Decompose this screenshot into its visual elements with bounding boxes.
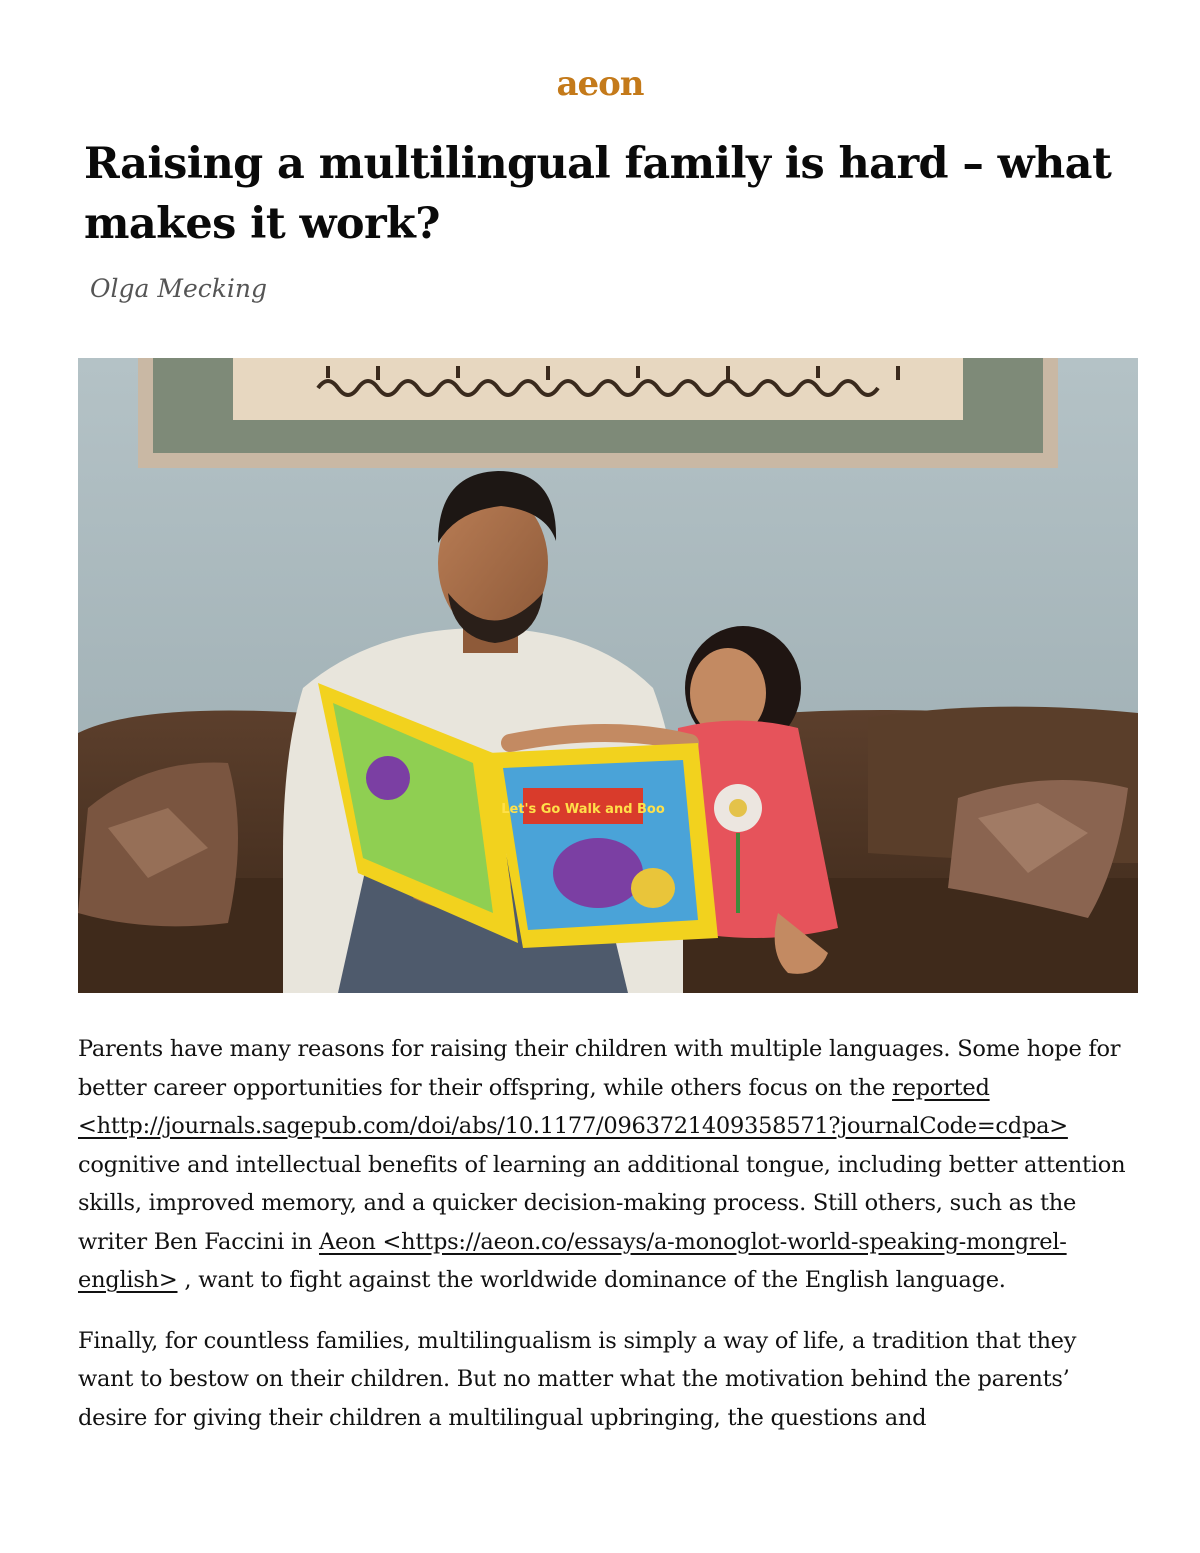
article-title: Raising a multilingual family is hard – what makes it work? [84, 139, 1112, 249]
calligraphy-frame [138, 358, 1058, 468]
aeon-essay-link[interactable]: Aeon <https://aeon.co/essays/a-monoglot-world-speaking-mongrel-english> [78, 1228, 1067, 1293]
paragraph-1-text-c: , want to fight against the worldwide dominance of the English language. [177, 1267, 1006, 1293]
paragraph-1-text-b: cognitive and intellectual benefits of learning an additional tongue, including better attention skills, improved memory, and a quicker decision-making process. Still others, such as the writer Ben Faccini in [78, 1151, 1126, 1255]
book-cover-text: Let's Go Walk and Boo [501, 802, 665, 817]
paragraph-2-text: Finally, for countless families, multilingualism is simply a way of life, a tradition that they want to bestow on their children. But no matter what the motivation behind the parents’ desire for giving their children a multilingual upbringing, the questions and [78, 1327, 1077, 1431]
article-body [78, 1030, 1138, 1459]
article-author[interactable]: Olga Mecking [90, 274, 267, 303]
hero-photo [78, 358, 1138, 993]
reported-link[interactable]: reported <http://journals.sagepub.com/doi/abs/10.1177/0963721409358571?journalCode=cdpa> [78, 1074, 1068, 1139]
paragraph-1 [78, 1030, 1138, 1300]
paragraph-1-text-a: Parents have many reasons for raising their children with multiple languages. Some hope for better career opportunities for their offspring, while others focus on the [78, 1036, 1121, 1101]
aeon-logo[interactable]: aeon [556, 64, 644, 104]
paragraph-2 [78, 1322, 1138, 1438]
